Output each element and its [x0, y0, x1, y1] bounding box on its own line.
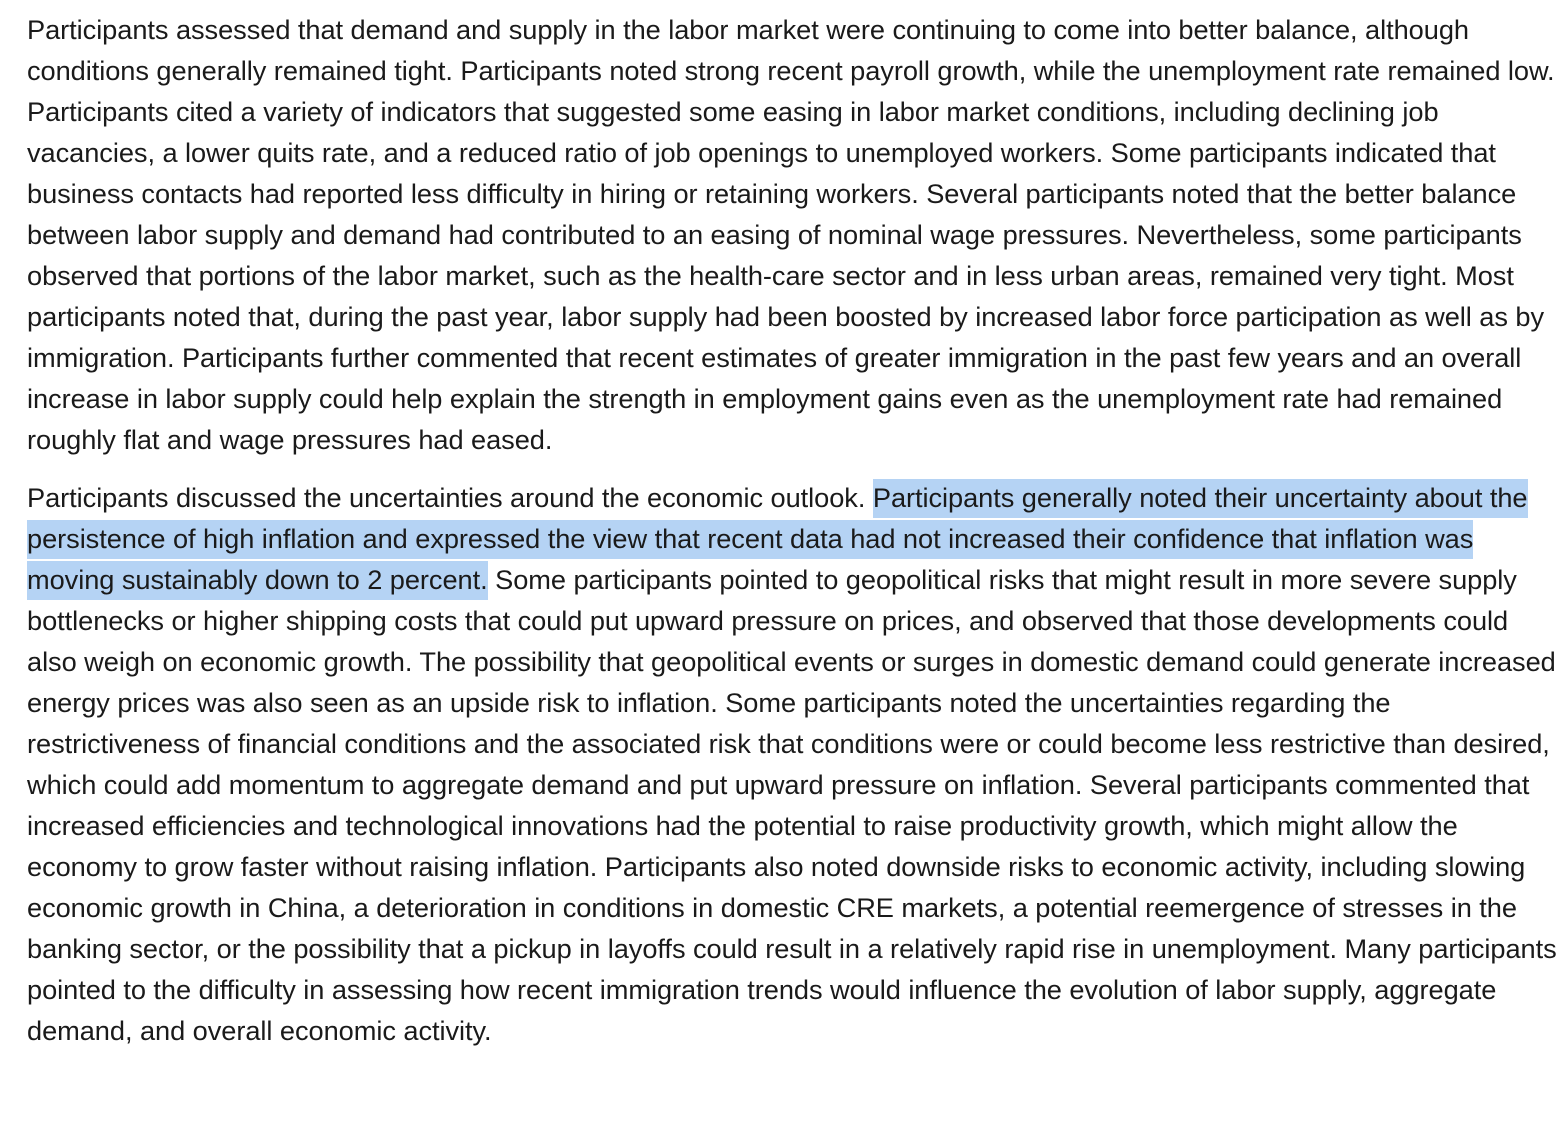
document-body — [27, 9, 1562, 1051]
selected-text-highlight[interactable]: Participants generally noted their uncertainty about the persistence of high inflation and expressed the view that recent data had not increased their confidence that inflation was moving sustainably down to 2 percent. — [27, 479, 1528, 600]
paragraph-economic-outlook[interactable] — [27, 477, 1562, 1051]
paragraph-labor-market[interactable]: Participants assessed that demand and supply in the labor market were continuing to come into better balance, although conditions generally remained tight. Participants noted strong recent payroll growth, while the unemployment rate remained low. Participants cited a variety of indicators that suggested some easing in labor market conditions, including declining job vacancies, a lower quits rate, and a reduced ratio of job openings to unemployed workers. Some participants indicated that business contacts had reported less difficulty in hiring or retaining workers. Several participants noted that the better balance between labor supply and demand had contributed to an easing of nominal wage pressures. Nevertheless, some participants observed that portions of the labor market, such as the health-care sector and in less urban areas, remained very tight. Most participants noted that, during the past year, labor supply had been boosted by increased labor force participation as well as by immigration. Participants further commented that recent estimates of greater immigration in the past few years and an overall increase in labor supply could help explain the strength in employment gains even as the unemployment rate had remained roughly flat and wage pressures had eased. — [27, 14, 1555, 455]
paragraph-text-after-selection: Some participants pointed to geopolitical risks that might result in more severe supply bottlenecks or higher shipping costs that could put upward pressure on prices, and observed that those developments could also weigh on economic growth. The possibility that geopolitical events or surges in domestic demand could generate increased energy prices was also seen as an upside risk to inflation. Some participants noted the uncertainties regarding the restrictiveness of financial conditions and the associated risk that conditions were or could become less restrictive than desired, which could add momentum to aggregate demand and put upward pressure on inflation. Several participants commented that increased efficiencies and technological innovations had the potential to raise productivity growth, which might allow the economy to grow faster without raising inflation. Participants also noted downside risks to economic activity, including slowing economic growth in China, a deterioration in conditions in domestic CRE markets, a potential reemergence of stresses in the banking sector, or the possibility that a pickup in layoffs could result in a relatively rapid rise in unemployment. Many participants pointed to the difficulty in assessing how recent immigration trends would influence the evolution of labor supply, aggregate demand, and overall economic activity. — [27, 564, 1557, 1046]
paragraph-text-before-selection: Participants discussed the uncertainties around the economic outlook. — [27, 482, 873, 513]
